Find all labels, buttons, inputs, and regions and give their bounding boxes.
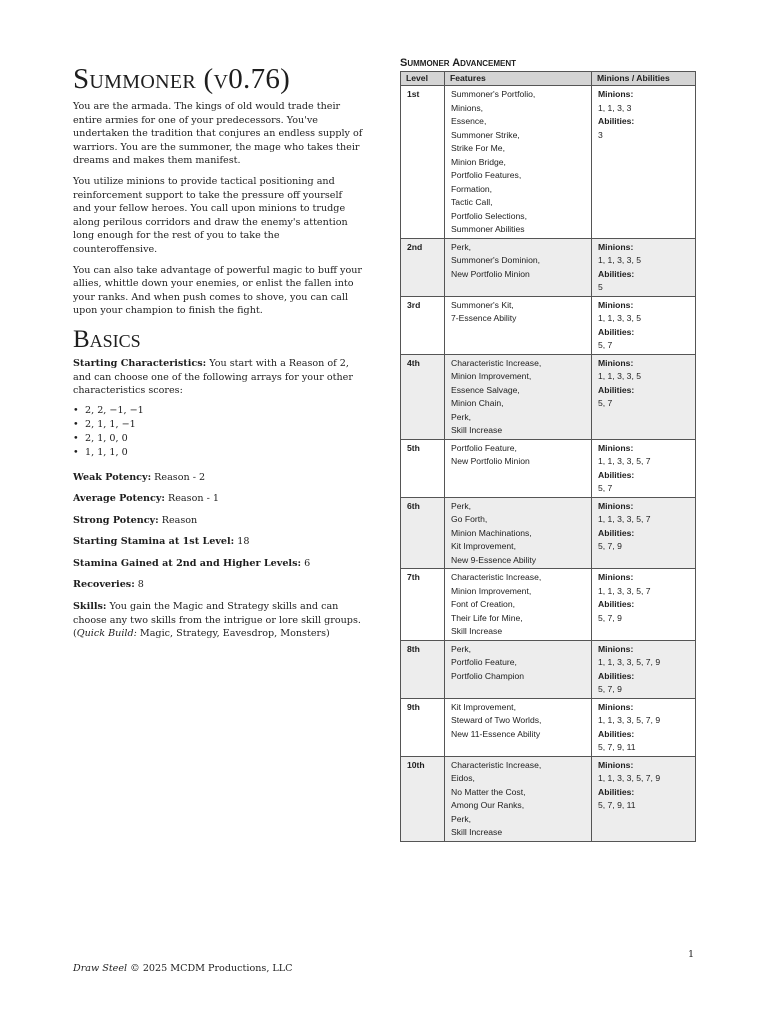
feature-item: Summoner Strike, (451, 129, 520, 140)
table-row (401, 439, 696, 497)
minions-label: Minions: (598, 241, 634, 252)
feature-item: New Portfolio Minion (451, 456, 530, 466)
feature-item: Portfolio Feature, (451, 442, 517, 453)
abilities-values: 5, 7 (598, 398, 613, 408)
starting-stamina-value: 18 (234, 536, 250, 548)
average-potency (73, 492, 363, 506)
feature-item: Kit Improvement, (451, 701, 516, 712)
feature-item: Skill Increase (451, 626, 503, 636)
feature-item: Skill Increase (451, 425, 503, 435)
abilities-label: Abilities: (598, 670, 635, 681)
row-level: 10th (401, 756, 445, 841)
feature-item: Tactic Call, (451, 197, 493, 207)
footer-copyright: © 2025 MCDM Productions, LLC (127, 963, 293, 974)
skills-label: Skills: (73, 601, 107, 613)
feature-item: Minion Chain, (451, 398, 504, 408)
table-header-row (401, 72, 696, 86)
feature-item: Formation, (451, 183, 493, 194)
feature-item: Perk, (451, 411, 472, 422)
stamina-gained-label: Stamina Gained at 2nd and Higher Levels: (73, 557, 302, 569)
array-item: • 2, 2, −1, −1 (73, 404, 363, 418)
feature-item: Font of Creation, (451, 599, 516, 609)
recoveries-value: 8 (134, 579, 144, 591)
minions-values: 1, 1, 3, 3, 5, 7 (598, 456, 651, 466)
minions-values: 1, 1, 3, 3, 5, 7 (598, 514, 651, 524)
intro-paragraph-1: You are the armada. The kings of old would trade their entire armies for one of your predecessors. You've undertaken the tradition that conjures an endless supply of warriors. You are the summoner, the mage who takes their dreams and makes them manifest. (73, 101, 363, 167)
row-minions-abilities (592, 756, 696, 841)
feature-item: Portfolio Feature, (451, 657, 517, 667)
array-item: • 1, 1, 1, 0 (73, 446, 363, 460)
average-potency-label: Average Potency: (73, 493, 165, 505)
footer (73, 963, 293, 974)
abilities-values: 5, 7 (598, 340, 613, 350)
starting-characteristics-label: Starting Characteristics: (73, 357, 207, 369)
skills (73, 600, 363, 641)
abilities-label: Abilities: (598, 786, 635, 797)
feature-item: Perk, (451, 500, 472, 511)
table-row (401, 86, 696, 239)
footer-book: Draw Steel (73, 963, 128, 974)
strong-potency-value: Reason (158, 514, 198, 526)
row-features (445, 86, 592, 239)
row-features (445, 354, 592, 439)
header-minions-abilities: Minions / Abilities (592, 72, 696, 86)
feature-item: Portfolio Features, (451, 170, 522, 180)
table-row (401, 354, 696, 439)
row-level: 7th (401, 569, 445, 641)
abilities-label: Abilities: (598, 527, 635, 538)
table-row (401, 569, 696, 641)
abilities-label: Abilities: (598, 728, 635, 739)
table-row (401, 238, 696, 296)
abilities-values: 5, 7, 9, 11 (598, 800, 636, 810)
starting-stamina-label: Starting Stamina at 1st Level: (73, 536, 235, 548)
feature-item: Portfolio Selections, (451, 210, 527, 221)
row-minions-abilities (592, 354, 696, 439)
quick-build-label: Quick Build: (76, 628, 137, 640)
feature-item: Essence Salvage, (451, 384, 520, 395)
abilities-values: 5, 7, 9 (598, 541, 622, 551)
header-level: Level (401, 72, 445, 86)
minions-values: 1, 1, 3, 3, 5, 7, 9 (598, 773, 661, 783)
minions-label: Minions: (598, 643, 634, 654)
strong-potency (73, 514, 363, 528)
minions-label: Minions: (598, 89, 634, 99)
abilities-label: Abilities: (598, 469, 635, 480)
feature-item: Minion Improvement, (451, 371, 532, 381)
row-features (445, 296, 592, 354)
row-features (445, 698, 592, 756)
abilities-label: Abilities: (598, 326, 635, 337)
table-row (401, 640, 696, 698)
row-features (445, 756, 592, 841)
weak-potency-value: Reason - 2 (151, 471, 206, 483)
starting-characteristics-text: You start with a Reason of 2, and can choose one of the following arrays for your other characteristics scores: (73, 357, 353, 397)
feature-item: Minions, (451, 102, 483, 113)
row-minions-abilities (592, 497, 696, 569)
feature-item: Summoner's Dominion, (451, 255, 541, 265)
header-features: Features (445, 72, 592, 86)
row-level: 4th (401, 354, 445, 439)
minions-values: 1, 1, 3, 3 (598, 102, 632, 113)
table-row (401, 296, 696, 354)
advancement-table (400, 71, 696, 842)
feature-item: Perk, (451, 241, 472, 252)
abilities-values: 5, 7 (598, 483, 613, 493)
abilities-label: Abilities: (598, 384, 635, 395)
feature-item: Perk, (451, 643, 472, 654)
feature-item: Minion Machinations, (451, 527, 532, 538)
row-minions-abilities (592, 238, 696, 296)
left-column (73, 62, 363, 649)
array-item: • 2, 1, 0, 0 (73, 432, 363, 446)
abilities-values: 3 (598, 129, 603, 140)
row-minions-abilities (592, 698, 696, 756)
basics-heading: Basics (73, 325, 141, 353)
intro-paragraph-2: You utilize minions to provide tactical positioning and reinforcement support to take the pressure off yourself and your fellow heroes. You call upon minions to trudge along perilous corridors and draw the enemy's attention long enough for the rest of you to take the counteroffensive. (73, 175, 348, 255)
minions-label: Minions: (598, 500, 634, 511)
minions-label: Minions: (598, 572, 634, 582)
abilities-values: 5, 7, 9 (598, 684, 622, 694)
feature-item: Steward of Two Worlds, (451, 715, 542, 725)
row-minions-abilities (592, 439, 696, 497)
recoveries-label: Recoveries: (73, 579, 135, 591)
table-caption: Summoner Advancement (400, 57, 516, 69)
minions-values: 1, 1, 3, 3, 5, 7 (598, 585, 651, 596)
row-minions-abilities (592, 296, 696, 354)
characteristic-arrays (73, 404, 363, 461)
feature-item: Strike For Me, (451, 143, 505, 153)
feature-item: Their Life for Mine, (451, 612, 523, 623)
weak-potency-label: Weak Potency: (73, 471, 152, 483)
feature-item: Portfolio Champion (451, 670, 525, 681)
feature-item: Kit Improvement, (451, 541, 516, 551)
abilities-label: Abilities: (598, 268, 635, 279)
stamina-gained (73, 557, 363, 571)
starting-stamina (73, 535, 363, 549)
table-row (401, 698, 696, 756)
abilities-label: Abilities: (598, 599, 635, 609)
recoveries (73, 578, 363, 592)
intro-paragraph-3: You can also take advantage of powerful magic to buff your allies, whittle down your enemies, or enlist the fallen into your ranks. And when push comes to shove, you can call upon your champion to finish the fight. (73, 264, 362, 317)
minions-label: Minions: (598, 299, 634, 310)
stamina-gained-value: 6 (301, 557, 311, 569)
minions-values: 1, 1, 3, 3, 5 (598, 255, 641, 265)
feature-item: New 11-Essence Ability (451, 728, 541, 739)
starting-characteristics (73, 357, 363, 398)
table-row (401, 756, 696, 841)
row-level: 9th (401, 698, 445, 756)
weak-potency (73, 471, 363, 485)
abilities-values: 5, 7, 9, 11 (598, 742, 636, 752)
array-item: • 2, 1, 1, −1 (73, 418, 363, 432)
row-features (445, 640, 592, 698)
minions-label: Minions: (598, 442, 634, 453)
feature-item: Characteristic Increase, (451, 357, 542, 368)
feature-item: Among Our Ranks, (451, 800, 525, 810)
strong-potency-label: Strong Potency: (73, 514, 159, 526)
advancement-section (400, 56, 695, 842)
average-potency-value: Reason - 1 (164, 493, 219, 505)
table-row (401, 497, 696, 569)
minions-values: 1, 1, 3, 3, 5, 7, 9 (598, 657, 661, 667)
feature-item: Essence, (451, 116, 487, 126)
feature-item: Go Forth, (451, 514, 488, 524)
feature-item: Characteristic Increase, (451, 759, 542, 770)
row-level: 3rd (401, 296, 445, 354)
table-body (401, 86, 696, 842)
feature-item: New 9-Essence Ability (451, 554, 537, 565)
minions-label: Minions: (598, 357, 634, 368)
row-level: 5th (401, 439, 445, 497)
row-level: 2nd (401, 238, 445, 296)
feature-item: Minion Improvement, (451, 585, 532, 596)
minions-values: 1, 1, 3, 3, 5, 7, 9 (598, 715, 661, 725)
minions-label: Minions: (598, 759, 634, 770)
feature-item: New Portfolio Minion (451, 268, 530, 279)
abilities-values: 5 (598, 282, 603, 292)
row-features (445, 497, 592, 569)
row-features (445, 238, 592, 296)
abilities-values: 5, 7, 9 (598, 612, 622, 623)
quick-build-text: Magic, Strategy, Eavesdrop, Monsters) (136, 628, 330, 640)
minions-values: 1, 1, 3, 3, 5 (598, 313, 641, 323)
row-level: 8th (401, 640, 445, 698)
feature-item: Summoner's Portfolio, (451, 89, 536, 99)
row-features (445, 569, 592, 641)
minions-label: Minions: (598, 701, 634, 712)
page-title: Summoner (v0.76) (73, 63, 291, 95)
feature-item: No Matter the Cost, (451, 786, 526, 797)
feature-item: 7-Essence Ability (451, 313, 517, 323)
row-minions-abilities (592, 86, 696, 239)
row-level: 6th (401, 497, 445, 569)
feature-item: Summoner Abilities (451, 224, 525, 234)
feature-item: Minion Bridge, (451, 156, 506, 167)
feature-item: Summoner's Kit, (451, 299, 514, 310)
row-minions-abilities (592, 569, 696, 641)
abilities-label: Abilities: (598, 116, 635, 126)
page-number: 1 (688, 949, 695, 960)
row-features (445, 439, 592, 497)
feature-item: Skill Increase (451, 827, 503, 837)
row-minions-abilities (592, 640, 696, 698)
feature-item: Characteristic Increase, (451, 572, 542, 582)
feature-item: Perk, (451, 813, 472, 824)
skills-text: You gain the Magic and Strategy skills and can choose any two skills from the intrigue or lore skill groups. ( (73, 601, 361, 640)
feature-item: Eidos, (451, 773, 475, 783)
row-level: 1st (401, 86, 445, 239)
minions-values: 1, 1, 3, 3, 5 (598, 371, 641, 381)
